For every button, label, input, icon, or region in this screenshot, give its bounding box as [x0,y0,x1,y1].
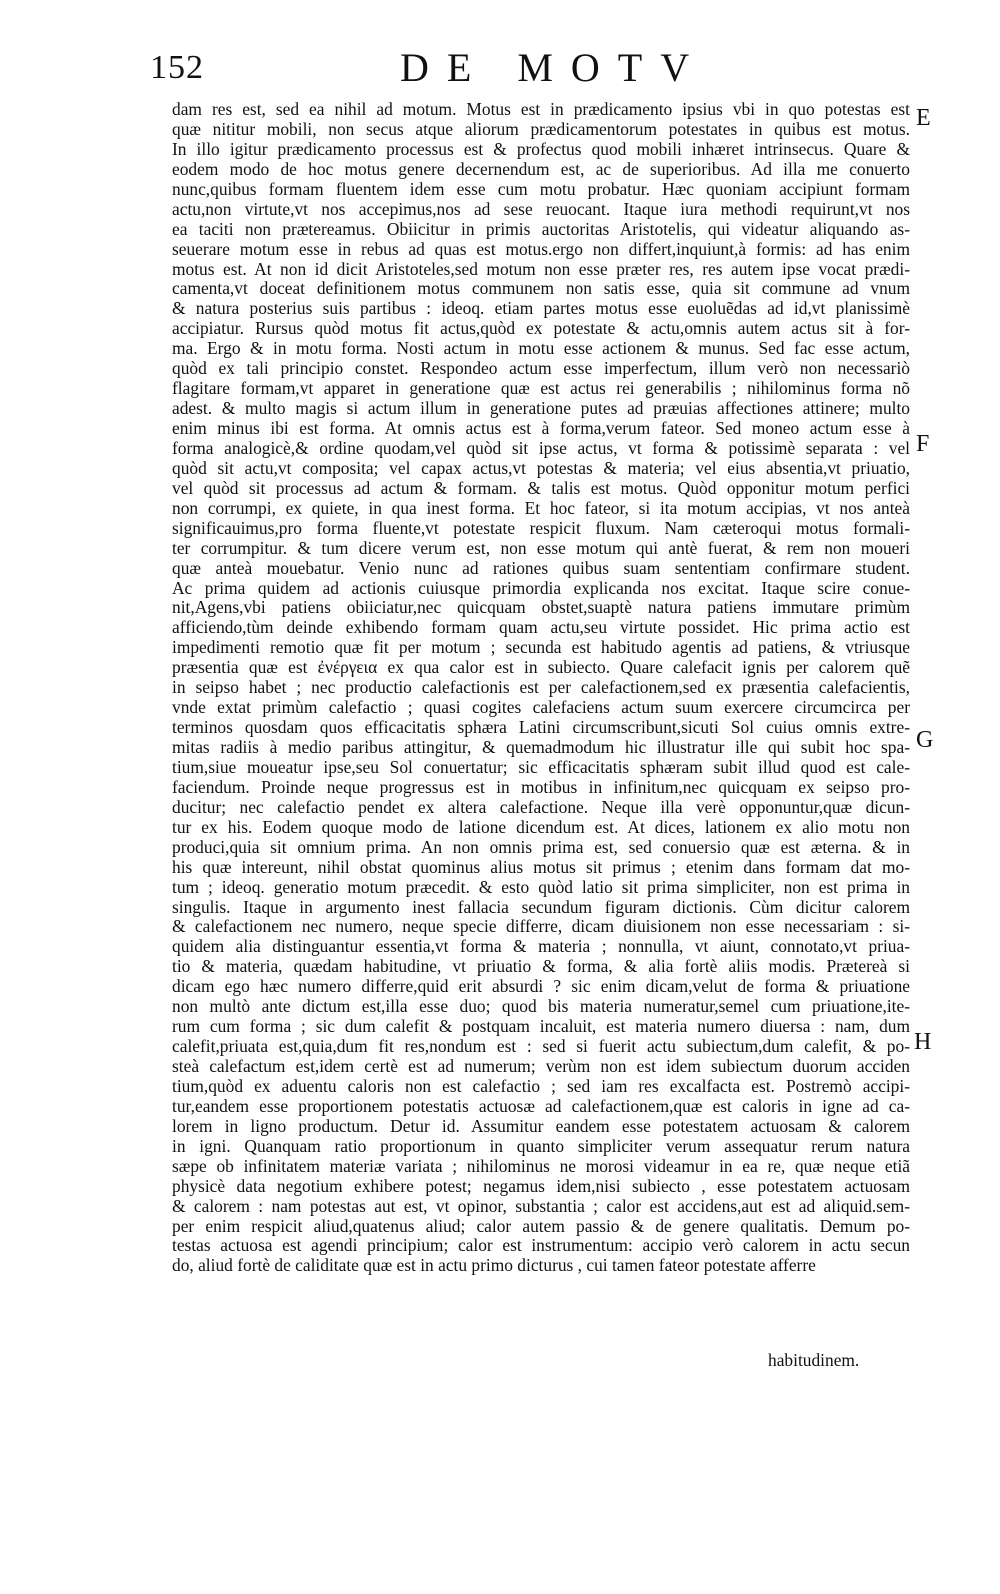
text-line: seuerare motum esse in rebus ad quas est motus.ergo non differt,inquiunt,à formis: ad has enim [172,239,910,259]
text-line: accipiatur. Rursus quòd motus fit actus,quòd ex potestate & actu,omnis autem actus sit à for- [172,319,910,339]
text-line: per enim respicit aliud,quatenus aliud; calor autem passio & de genere qualitatis. Demum po- [172,1216,910,1236]
running-head: DE MOTV [400,45,708,90]
text-line: faciendum. Proinde neque progressus est in motibus in infinitum,nec quicquam ex seipso pro- [172,777,910,797]
margin-letter-h: H [914,1029,932,1055]
text-line: quæ nititur mobili, non secus atque aliorum prædicamentorum potestates in quibus est motus. [172,119,910,139]
text-line: significauimus,pro forma fluente,vt potestate respicit fluxum. Nam cæteroqui motus formali- [172,518,910,538]
text-line: lorem in ligno productum. Detur id. Assumitur eandem esse potestatem actuosam & calorem [172,1116,910,1136]
text-line: do, aliud fortè de caliditate quæ est in actu primo dicturus , cui tamen fateor potestate afferre [172,1256,816,1276]
text-line: quidem alia distinguantur essentia,vt forma & materia ; nonnulla, vt aiunt, connotato,vt priua- [172,937,910,957]
text-line: steà calefactum est,idem certè est ad numerum; verùm non est idem subiectum duorum acciden [172,1057,910,1076]
text-line: rum cum forma ; sic dum calefit & postquam incaluit, est materia numero diuersa : nam, dum [172,1017,910,1037]
text-line: quòd sit actu,vt composita; vel capax actus,vt potestas & materia; vel eius absentia,vt priuatio, [172,458,910,478]
text-line: physicè data negotium exhibere potest; negamus idem,nisi subiecto , esse potestatem actuosam [172,1176,910,1196]
text-line: produci,quia sit omnium prima. An non omnis prima est, sed conuersio quæ est æterna. & in [172,837,910,857]
text-line: singulis. Itaque in argumento inest fallacia secundum figuram dictionis. Cùm dicitur calorem [172,897,910,917]
text-line: forma analogicè,& ordine quodam,vel quòd sit ipse actus, vt forma & potissimè separata : vel [172,438,910,458]
page-number: 152 [150,49,204,86]
margin-letter-e: E [916,105,931,131]
text-line: ea taciti non prætereamus. Obiicitur in primis auctoritas Aristotelis, qui videatur aliquando as- [172,219,910,239]
text-line: tium,siue moueatur ipse,seu Sol conuertatur; sic efficacitatis sphæram subit illud quod est cale- [172,757,910,777]
text-line: testas actuosa est agendi principium; calor est instrumentum: accipio verò calorem in actu secun [172,1236,910,1256]
text-line: non corrumpi, ex quiete, in qua inest forma. Et hoc fateor, si ita motum accipias, vt nos anteà [172,498,910,518]
text-line: tium,quòd ex aduentu caloris non est calefactio ; sed iam res excalfacta est. Postremò accipi- [172,1076,910,1096]
text-line: vel quòd sit processus ad actum & formam. & talis est motus. Quòd opponitur motum perfici [172,478,910,498]
text-line: & natura posterius suis partibus : ideoq. etiam partes motus esse euoluẽdas ad id,vt planissimè [172,299,910,319]
text-line: Ac prima quidem ad actionis cuiusque primordia explicanda nos excitat. Itaque scire conue- [172,578,910,598]
text-line: vnde extat primùm calefactio ; quasi cogites calefaciens actum suum exercere circumcirca per [172,698,910,718]
text-line: flagitare formam,vt apparet in generatione quæ est actus rei generabilis ; nihilominus forma nõ [172,379,910,399]
margin-letter-g: G [916,727,934,753]
text-line: sæpe ob infinitatem materiæ variata ; nihilominus ne morosi videamur in ea re, quæ neque etiã [172,1156,910,1176]
text-line: enim minus ibi est forma. At omnis actus est à forma,verum fateor. Sed moneo actum esse à [172,419,910,438]
text-line: in seipso habet ; nec productio calefactionis est per calefactionem,sed ex præsentia calefacientis, [172,678,910,698]
text-line: ducitur; nec calefactio pendet ex altera calefactione. Neque illa verè opponuntur,quæ dicun- [172,797,910,817]
text-line: eodem modo de hoc motus genere decernendum est, ac de superioribus. Ad illa me conuerto [172,159,910,179]
text-line: tio & materia, quædam habitudine, vt priuatio & forma, & alia fortè aliis modis. Prætereà si [172,957,910,977]
text-line: tur ex his. Eodem quoque modo de latione dicendum est. At dices, lationem ex alio motu non [172,817,910,837]
text-line: In illo igitur prædicamento processus est & profectus quod mobili inhæret intrinsecus. Quare & [172,139,910,159]
text-line: actu,non virtute,vt nos accepimus,nos ad sese reuocant. Itaque iura methodi requirunt,vt nos [172,199,910,219]
text-line: camenta,vt doceat definitionem motus communem non satis esse, quia sit commune ad vnum [172,279,910,299]
text-line: & calefactionem nec numero, neque specie differre, dicam diuisionem non esse necessariam : si- [172,917,910,937]
text-line: ma. Ergo & in motu forma. Nosti actum in motu esse actionem & munus. Sed fac esse actum, [172,339,910,359]
body-text [172,100,910,1276]
text-line: quæ anteà mouebatur. Venio nunc ad rationes quibus suam sententiam confirmare student. [172,558,910,578]
text-line: dam res est, sed ea nihil ad motum. Motus est in prædicamento ipsius vbi in quo potestas est [172,100,910,119]
text-line: & calorem : nam potestas aut est, vt opinor, substantia ; calor est accidens,aut est ad aliquid.sem- [172,1196,910,1216]
text-line: motus est. At non id dicit Aristoteles,sed motum non esse præter res, res autem ipse vocat prædi- [172,259,910,279]
text-line: tum ; ideoq. generatio motum præcedit. & esto quòd latio sit prima simpliciter, non est prima in [172,877,910,897]
text-line: in igni. Quanquam ratio proportionum in quanto simpliciter verum assequatur rerum natura [172,1136,910,1156]
text-line: afficiendo,tùm deinde exhibendo formam quam actu,seu virtute possidet. Hic prima actio est [172,618,910,638]
catchword: habitudinem. [768,1350,860,1370]
text-line: ter corrumpitur. & tum dicere verum est, non esse motum qui antè fuerat, & rem non moueri [172,538,910,558]
text-line: terminos quosdam quos efficacitatis sphæra Latini circumscribunt,sicuti Sol cuius omnis extre- [172,718,910,738]
text-line: impedimenti remotio quæ fit per motum ; secunda est habitudo agentis ad patiens, & vtriusque [172,638,910,658]
text-line: calefit,priuata est,quia,dum fit res,nondum est : sed si fuerit actu subiectum,dum calefit, & po- [172,1037,910,1057]
text-line: præsentia quæ est ἐνέργεια ex qua calor est in subiecto. Quare calefacit ignis per calorem quẽ [172,658,910,678]
text-line: nit,Agens,vbi patiens obiiciatur,nec quicquam obstet,suaptè natura patiens immutare primùm [172,598,910,618]
text-line: nunc,quibus formam fluentem idem esse cum motu probatur. Hæc quoniam accipiunt formam [172,179,910,199]
text-line: adest. & multo magis si actum illum in generatione putes ad præuias affectiones attinere; multo [172,399,910,419]
text-line: non multò ante dictum est,illa esse duo; quod bis materia numeratur,semel cum priuatione,ite- [172,997,910,1017]
text-line: quòd ex tali principio constet. Respondeo actum esse imperfectum, illum verò non necessariò [172,359,910,379]
text-line: dicam ego hæc numero differre,quid erit absurdi ? sic enim dicam,velut de forma & priuatione [172,977,910,997]
text-line: tur,eandem esse proportionem potestatis actuosæ ad calefactionem,quæ est caloris in igne ad ca- [172,1096,910,1116]
margin-letter-f: F [916,431,930,457]
text-line: mitas radiis à medio paribus attingitur, & quemadmodum hic illustratur ille qui subit hoc spa- [172,738,910,757]
text-line: his quæ intereunt, nihil obstat quominus alius motus sit primus ; etenim dans formam dat mo- [172,857,910,877]
